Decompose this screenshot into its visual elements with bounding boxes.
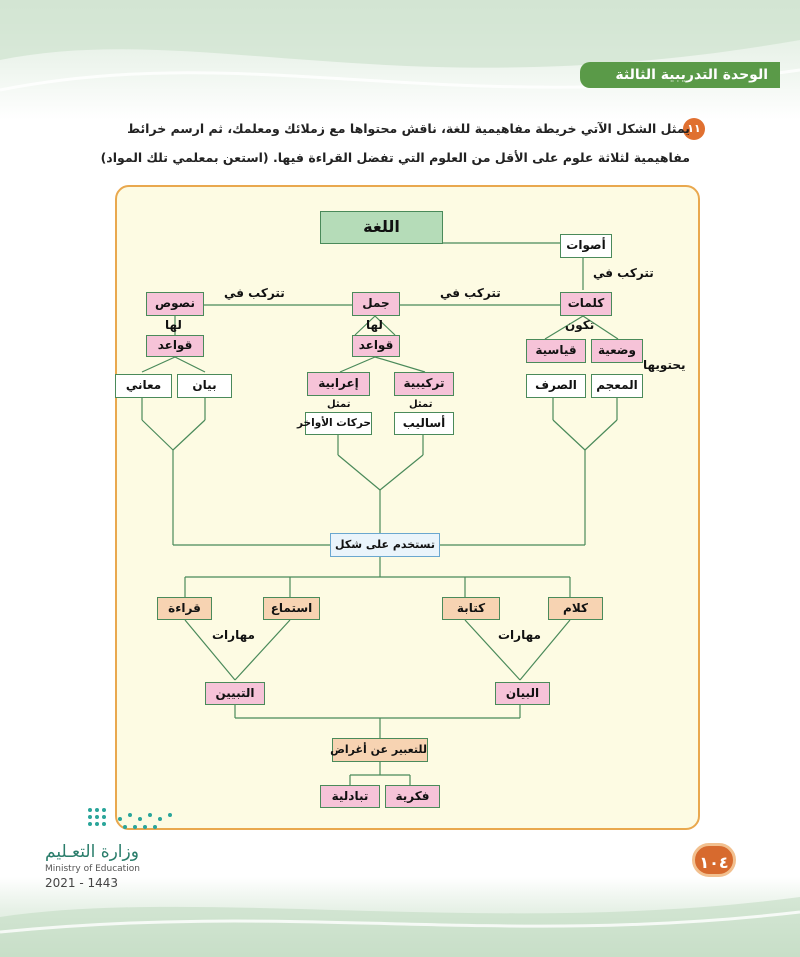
node-tabir: للتعبير عن أغراض xyxy=(332,738,428,762)
node-fikriya: فكرية xyxy=(385,785,440,808)
label-tatarakkab-3: تتركب في xyxy=(224,286,285,300)
label-tumaththil-2: تمثل xyxy=(327,399,351,410)
label-maharat-2: مهارات xyxy=(212,628,255,642)
label-yahtawiha: يحتويها xyxy=(643,358,686,372)
node-aswat: أصوات xyxy=(560,234,612,258)
label-laha-1: لها xyxy=(165,318,182,332)
label-tumaththil-1: تمثل xyxy=(409,399,433,410)
node-tabaduliya: تبادلية xyxy=(320,785,380,808)
node-harakat: حركات الأواخر xyxy=(305,412,372,435)
node-irabiya: إعرابية xyxy=(307,372,370,396)
node-nusus: نصوص xyxy=(146,292,204,316)
ministry-name-arabic: وزارة التعـليم xyxy=(45,842,139,862)
question-text-line2: مفاهيمية لثلاثة علوم على الأقل من العلوم التي تفضل القراءة فيها. (استعن بمعلمي تلك المواد) xyxy=(100,150,690,165)
label-takun: تكون xyxy=(565,318,595,332)
node-jumal: جمل xyxy=(352,292,400,316)
node-wadiya: وضعية xyxy=(591,339,643,363)
label-laha-2: لها xyxy=(366,318,383,332)
label-tatarakkab-2: تتركب في xyxy=(440,286,501,300)
node-asalib: أساليب xyxy=(394,412,454,435)
node-qawaid-1: قواعد xyxy=(146,335,204,357)
node-albayan: البيان xyxy=(495,682,550,705)
node-root-language: اللغة xyxy=(320,211,443,244)
label-maharat-1: مهارات xyxy=(498,628,541,642)
node-qiyasiya: قياسية xyxy=(526,339,586,363)
unit-title-bar: الوحدة التدريبية الثالثة xyxy=(580,62,780,88)
node-mujam: المعجم xyxy=(591,374,643,398)
node-maani: معاني xyxy=(115,374,172,398)
node-sarf: الصرف xyxy=(526,374,586,398)
page-number-badge: ١٠٤ xyxy=(692,843,736,877)
node-tustakhdam: تستخدم على شكل xyxy=(330,533,440,557)
node-istima: استماع xyxy=(263,597,320,620)
node-kalam: كلام xyxy=(548,597,603,620)
node-altabyin: التبيين xyxy=(205,682,265,705)
question-text-line1: يمثل الشكل الآتي خريطة مفاهيمية للغة، ناقش محتواها مع زملائك ومعلمك، ثم ارسم خرائط xyxy=(127,121,690,136)
node-bayan: بيان xyxy=(177,374,232,398)
ministry-name-english: Ministry of Education xyxy=(45,864,140,874)
node-tarkibiya: تركيبية xyxy=(394,372,454,396)
label-tatarakkab-1: تتركب في xyxy=(593,266,654,280)
node-qawaid-2: قواعد xyxy=(352,335,400,357)
question-number-badge: ١١ xyxy=(683,118,705,140)
node-qiraa: قراءة xyxy=(157,597,212,620)
academic-year: 2021 - 1443 xyxy=(45,876,119,890)
node-kalimat: كلمات xyxy=(560,292,612,316)
node-kitaba: كتابة xyxy=(442,597,500,620)
ministry-logo-icon xyxy=(85,805,180,835)
